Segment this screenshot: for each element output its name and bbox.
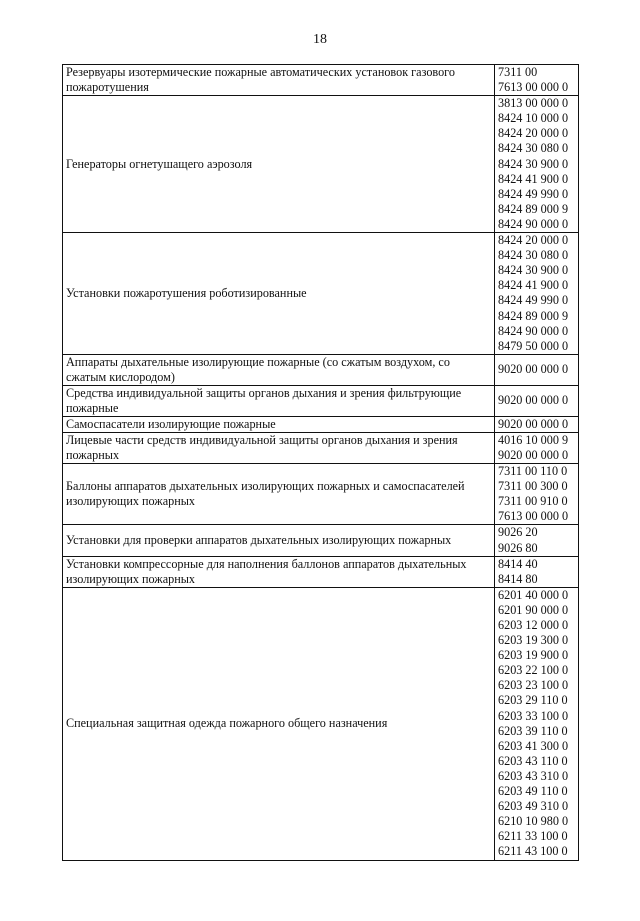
table-row [63,233,579,355]
product-code-table [62,64,579,861]
product-code: 6201 90 000 0 [498,602,569,617]
product-code: 6201 40 000 0 [498,587,569,602]
product-name-cell [63,464,495,525]
product-code: 9026 80 [498,540,538,555]
product-code: 9020 00 000 0 [498,447,569,462]
table-row [63,65,579,96]
table-row [63,587,579,860]
product-code: 6211 33 100 0 [498,829,568,844]
product-code: 8424 89 000 9 [498,201,569,216]
product-name: Самоспасатели изолирующие пожарные [66,416,276,431]
product-name-cell [63,432,495,463]
table-row [63,416,579,432]
product-code: 9020 00 000 0 [498,416,569,431]
table-row [63,385,579,416]
page-number: 18 [313,32,327,47]
product-code: 6203 41 300 0 [498,738,569,753]
table-row [63,354,579,385]
product-name-cell [63,416,495,432]
product-code: 6203 49 110 0 [498,784,568,799]
product-name: Установки пожаротушения роботизированные [66,285,307,300]
product-code: 6203 39 110 0 [498,723,568,738]
product-code: 8424 41 900 0 [498,278,569,293]
product-code: 9026 20 [498,525,538,540]
product-codes-cell [495,354,579,385]
product-name: Установки компрессорные для наполнения баллонов аппаратов дыхательных изолирующих пожарных [66,556,467,586]
product-code: 9020 00 000 0 [498,393,569,408]
product-code: 6203 43 110 0 [498,753,568,768]
product-name: Специальная защитная одежда пожарного общего назначения [66,716,388,731]
product-name-cell [63,233,495,355]
product-code: 8424 89 000 9 [498,308,569,323]
product-name: Генераторы огнетушащего аэрозоля [66,156,253,171]
product-code: 8424 30 900 0 [498,263,569,278]
product-code: 6210 10 980 0 [498,814,569,829]
product-code: 8414 80 [498,571,538,586]
product-code: 8424 30 080 0 [498,248,569,263]
table-row [63,556,579,587]
table-row [63,525,579,556]
product-code: 6203 12 000 0 [498,618,569,632]
product-codes-cell [495,385,579,416]
product-name: Аппараты дыхательные изолирующие пожарные (со сжатым воздухом, со сжатым кислородом) [66,354,450,384]
product-codes-cell [495,416,579,432]
product-code: 9020 00 000 0 [498,362,569,377]
product-codes-cell [495,464,579,525]
product-name: Резервуары изотермические пожарные автоматических установок газового пожаротушения [66,65,455,95]
product-name-cell [63,556,495,587]
product-name-cell [63,65,495,96]
product-code: 8424 30 900 0 [498,156,569,171]
product-code: 7311 00 110 0 [498,464,568,479]
product-code: 7613 00 000 0 [498,509,569,524]
table-row [63,96,579,233]
product-name-cell [63,96,495,233]
product-code: 8424 90 000 0 [498,216,569,231]
product-name-cell [63,354,495,385]
product-code: 8424 41 900 0 [498,171,569,186]
product-name-cell [63,385,495,416]
product-code: 6203 19 900 0 [498,648,569,663]
product-code: 8424 49 990 0 [498,293,569,308]
product-code: 8424 30 080 0 [498,141,569,156]
product-code: 6203 23 100 0 [498,678,569,693]
product-name: Средства индивидуальной защиты органов дыхания и зрения фильтрующие пожарные [66,385,462,415]
product-codes-cell [495,233,579,355]
product-code: 6211 43 100 0 [498,844,568,859]
table-body [63,65,579,861]
product-code: 7311 00 [498,65,538,79]
product-code: 6203 29 110 0 [498,693,568,708]
product-name: Лицевые части средств индивидуальной защиты органов дыхания и зрения пожарных [66,432,458,462]
product-code: 6203 43 310 0 [498,768,569,783]
product-codes-cell [495,556,579,587]
table-row [63,432,579,463]
product-code: 7613 00 000 0 [498,80,569,95]
product-codes-cell [495,96,579,233]
product-codes-cell [495,65,579,96]
product-code: 8479 50 000 0 [498,338,569,353]
product-code: 8424 20 000 0 [498,126,569,141]
product-codes-cell [495,587,579,860]
product-codes-cell [495,525,579,556]
product-code: 7311 00 300 0 [498,479,568,494]
product-codes-cell [495,432,579,463]
product-code: 8424 20 000 0 [498,233,569,248]
product-name-cell [63,525,495,556]
product-name-cell [63,587,495,860]
product-name: Баллоны аппаратов дыхательных изолирующих пожарных и самоспасателей изолирующих пожарных [66,479,465,509]
product-code: 7311 00 910 0 [498,494,568,509]
product-code: 6203 33 100 0 [498,708,569,723]
product-code: 6203 19 300 0 [498,633,569,648]
product-name: Установки для проверки аппаратов дыхательных изолирующих пожарных [66,533,452,548]
product-code: 6203 22 100 0 [498,663,569,678]
product-code: 3813 00 000 0 [498,96,569,111]
product-code: 8424 49 990 0 [498,186,569,201]
product-code: 8424 90 000 0 [498,323,569,338]
product-code: 4016 10 000 9 [498,432,569,447]
product-code: 6203 49 310 0 [498,799,569,814]
product-code: 8424 10 000 0 [498,111,569,126]
table-row [63,464,579,525]
product-code: 8414 40 [498,556,538,571]
